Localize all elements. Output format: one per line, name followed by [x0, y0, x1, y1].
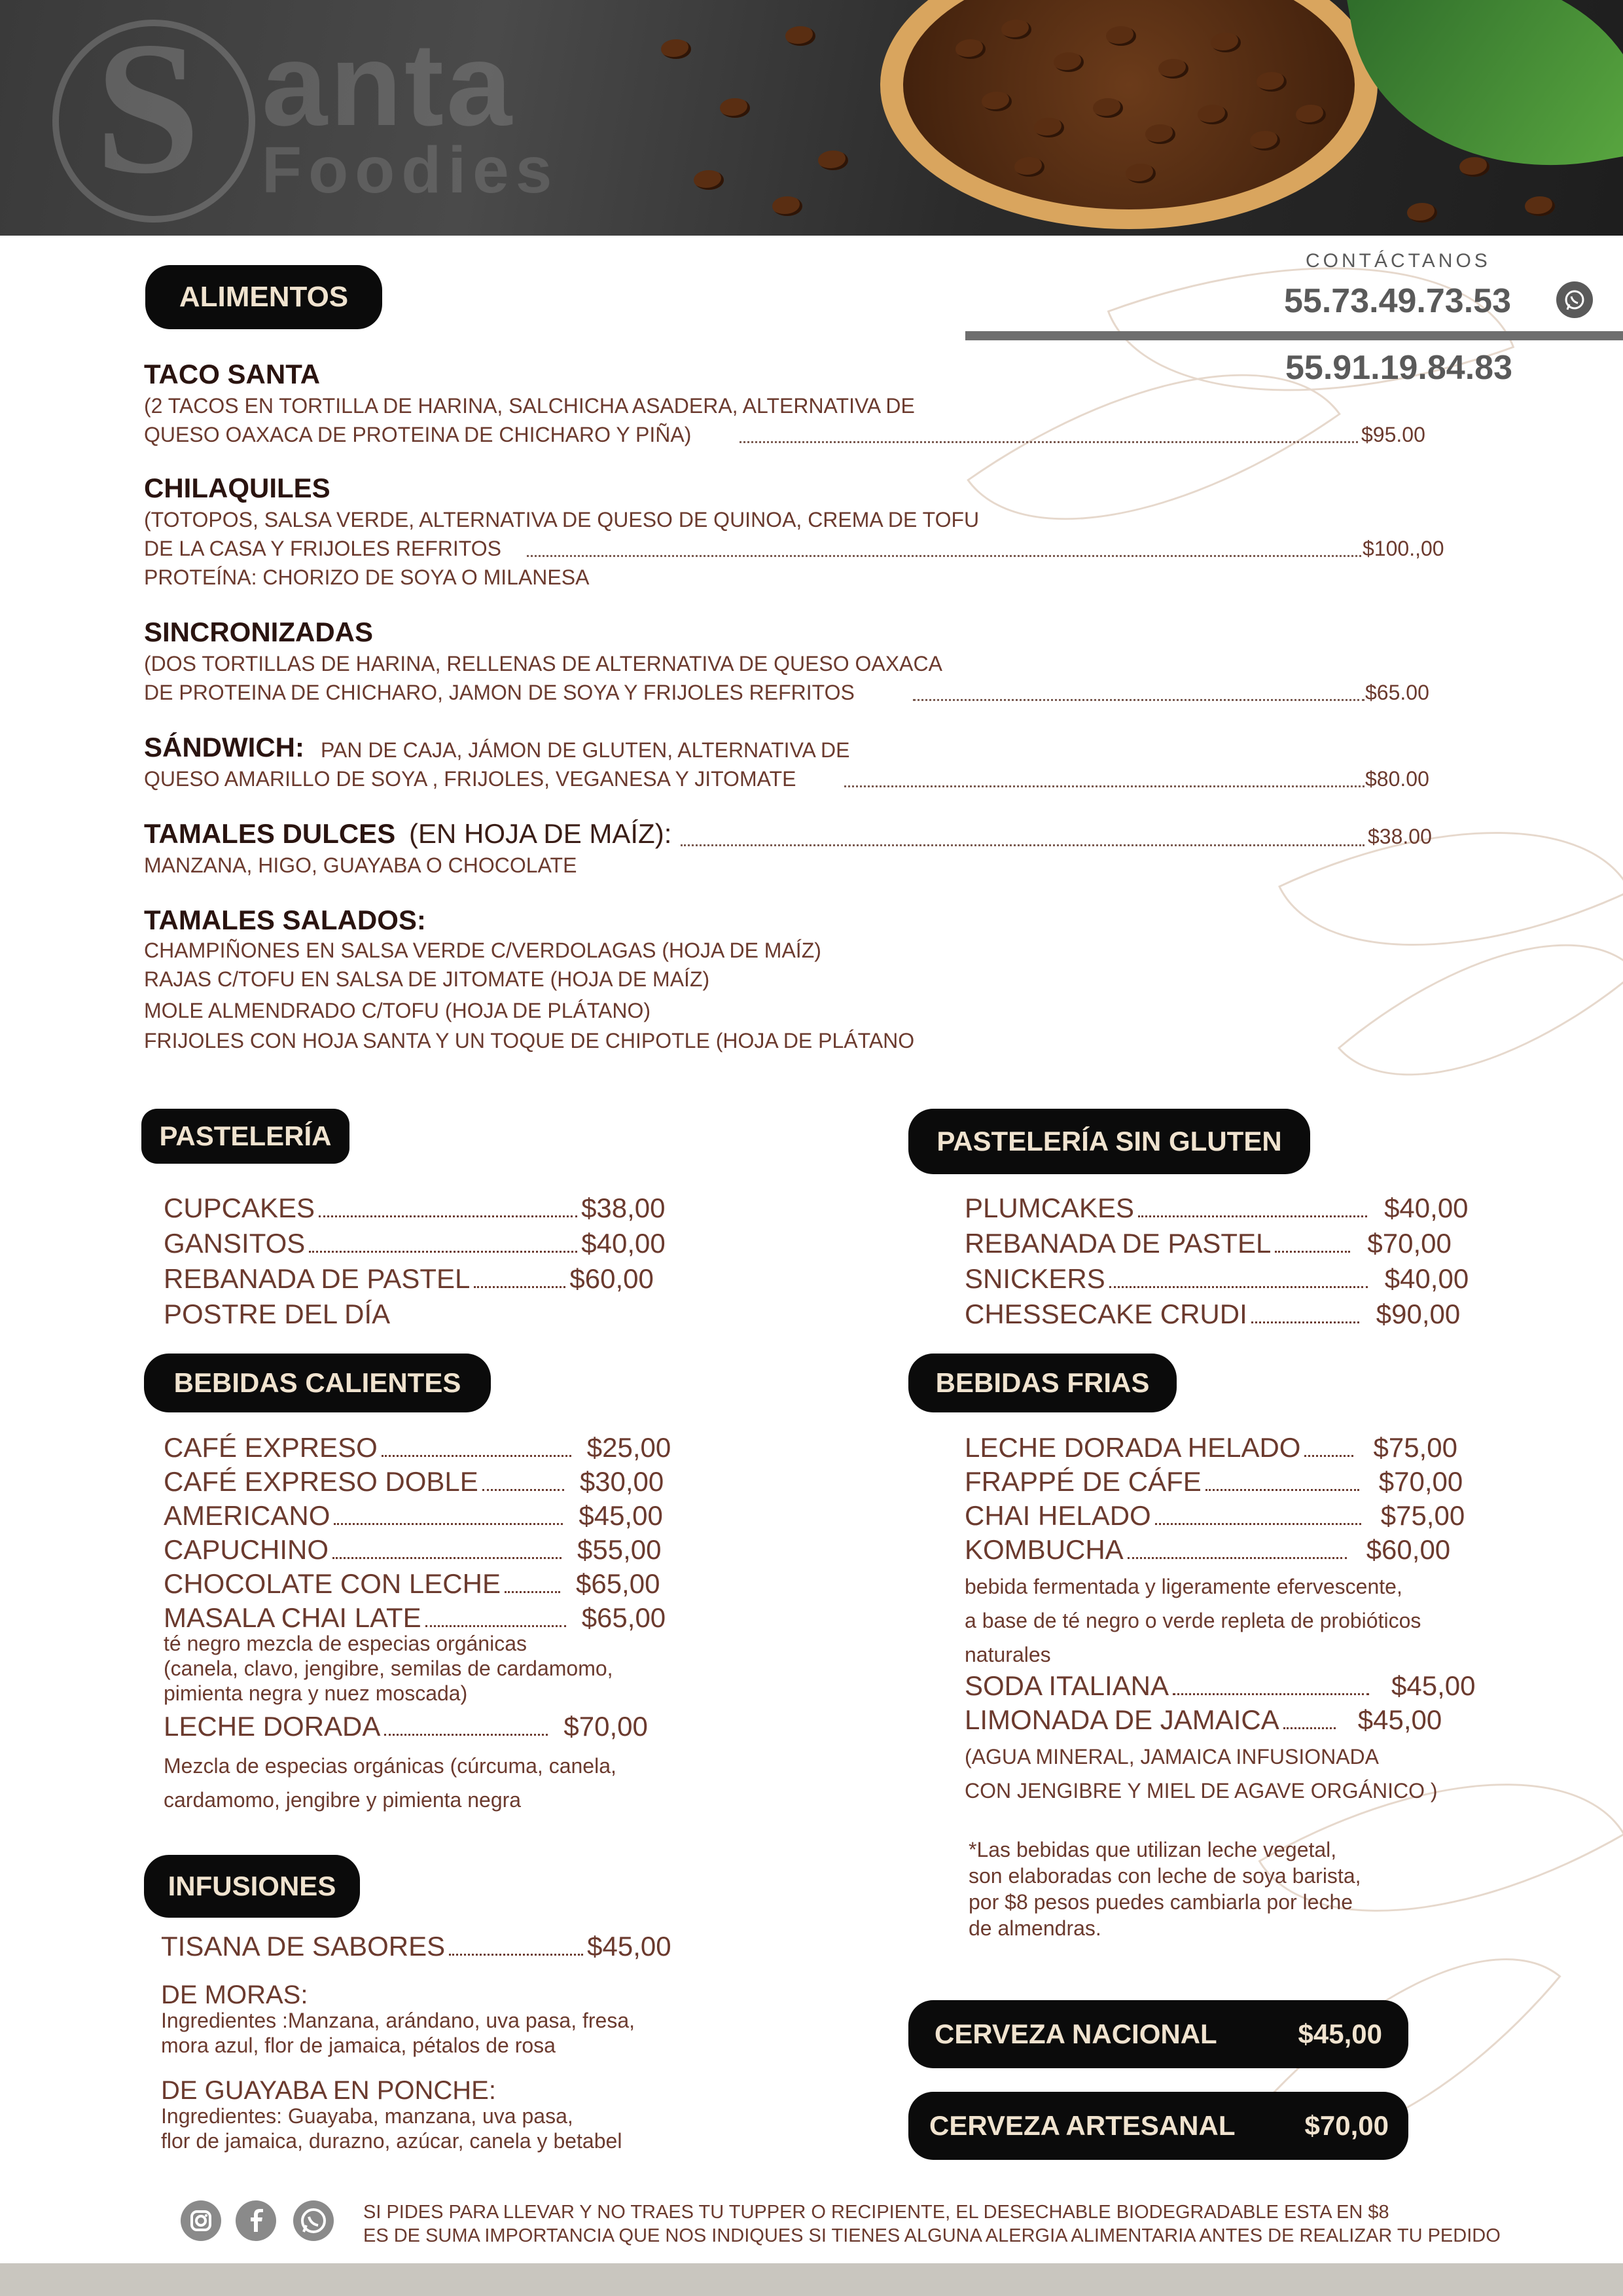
infusion-ingredients: Ingredientes: Guayaba, manzana, uva pasa, — [161, 2104, 573, 2128]
item-desc: (canela, clavo, jengibre, semilas de cardamomo, — [164, 1657, 613, 1680]
footer-note: SI PIDES PARA LLEVAR Y NO TRAES TU TUPPER O RECIPIENTE, EL DESECHABLE BIODEGRADABLE ESTA EN $8 — [363, 2202, 1389, 2223]
item-desc: (2 TACOS EN TORTILLA DE HARINA, SALCHICHA ASADERA, ALTERNATIVA DE — [144, 394, 915, 418]
menu-item: GANSITOS $40,00 — [164, 1228, 666, 1259]
menu-item: LECHE DORADA HELADO $75,00 — [965, 1432, 1457, 1463]
item-price: $100.,00 — [1363, 537, 1444, 560]
item-price: $95.00 — [1361, 423, 1425, 446]
section-title-alimentos: ALIMENTOS — [145, 265, 382, 329]
item-desc: QUESO AMARILLO DE SOYA , FRIJOLES, VEGANESA Y JITOMATE — [144, 767, 796, 791]
logo-letter: S — [95, 3, 201, 213]
menu-item: REBANADA DE PASTEL $70,00 — [965, 1228, 1452, 1259]
header-banner — [0, 0, 1623, 236]
note-text: de almendras. — [969, 1916, 1101, 1940]
item-name: TACO SANTA — [144, 359, 321, 389]
item-desc: PAN DE CAJA, JÁMON DE GLUTEN, ALTERNATIVA DE — [321, 738, 850, 762]
item-name: SINCRONIZADAS — [144, 617, 374, 647]
section-title-bebidas-frias: BEBIDAS FRIAS — [908, 1354, 1177, 1412]
dot-leader — [740, 441, 1358, 443]
item-desc: MOLE ALMENDRADO C/TOFU (HOJA DE PLÁTANO) — [144, 999, 651, 1022]
item-desc: (AGUA MINERAL, JAMAICA INFUSIONADA — [965, 1745, 1379, 1768]
facebook-icon[interactable] — [236, 2200, 276, 2241]
item-desc: MANZANA, HIGO, GUAYABA O CHOCOLATE — [144, 853, 577, 877]
item-name: SÁNDWICH: — [144, 732, 304, 762]
infusion-ingredients: Ingredientes :Manzana, arándano, uva pasa, fresa, — [161, 2009, 635, 2032]
beer-item: CERVEZA ARTESANAL $70,00 — [908, 2092, 1408, 2160]
whatsapp-icon[interactable] — [293, 2200, 334, 2241]
item-price: $38.00 — [1368, 825, 1432, 848]
item-price: $65.00 — [1365, 681, 1429, 704]
phone-number-1[interactable]: 55.73.49.73.53 — [1284, 282, 1511, 320]
item-desc: CHAMPIÑONES EN SALSA VERDE C/VERDOLAGAS (HOJA DE MAÍZ) — [144, 939, 821, 962]
section-title-bebidas-calientes: BEBIDAS CALIENTES — [144, 1354, 491, 1412]
menu-item: CAFÉ EXPRESO DOBLE $30,00 — [164, 1466, 664, 1497]
section-title-pasteleria-sin-gluten: PASTELERÍA SIN GLUTEN — [908, 1109, 1310, 1174]
menu-item: CAPUCHINO $55,00 — [164, 1534, 662, 1565]
item-name: TAMALES DULCES — [144, 818, 396, 849]
footer-note: ES DE SUMA IMPORTANCIA QUE NOS INDIQUES SI TIENES ALGUNA ALERGIA ALIMENTARIA ANTES DE REALIZAR TU PEDIDO — [363, 2225, 1501, 2246]
item-desc: DE PROTEINA DE CHICHARO, JAMON DE SOYA Y FRIJOLES REFRITOS — [144, 681, 855, 704]
contact-label: CONTÁCTANOS — [1306, 250, 1491, 272]
item-desc: (DOS TORTILLAS DE HARINA, RELLENAS DE ALTERNATIVA DE QUESO OAXACA — [144, 652, 942, 675]
item-desc: bebida fermentada y ligeramente efervescente, — [965, 1575, 1402, 1598]
phone-number-2[interactable]: 55.91.19.84.83 — [1285, 349, 1512, 387]
menu-item: TISANA DE SABORES $45,00 — [161, 1931, 671, 1962]
menu-item: SODA ITALIANA $45,00 — [965, 1670, 1476, 1701]
item-desc: Mezcla de especias orgánicas (cúrcuma, canela, — [164, 1754, 616, 1778]
infusion-ingredients: mora azul, flor de jamaica, pétalos de rosa — [161, 2034, 556, 2057]
dot-leader — [844, 785, 1364, 787]
menu-item: AMERICANO $45,00 — [164, 1500, 663, 1531]
item-price: $80.00 — [1365, 767, 1429, 791]
menu-item: KOMBUCHA $60,00 — [965, 1534, 1451, 1565]
note-text: por $8 pesos puedes cambiarla por leche — [969, 1890, 1353, 1914]
logo-text: anta — [262, 19, 515, 151]
menu-item: LECHE DORADA $70,00 — [164, 1711, 648, 1742]
item-desc: té negro mezcla de especias orgánicas — [164, 1632, 527, 1655]
logo-subtext: Foodies — [262, 134, 559, 207]
menu-item: CHAI HELADO $75,00 — [965, 1500, 1465, 1531]
beer-item: CERVEZA NACIONAL $45,00 — [908, 2000, 1408, 2068]
menu-item: CUPCAKES $38,00 — [164, 1193, 666, 1223]
whatsapp-icon[interactable] — [1556, 281, 1593, 318]
menu-item: FRAPPÉ DE CÁFE $70,00 — [965, 1466, 1463, 1497]
item-name: CHILAQUILES — [144, 473, 330, 503]
menu-item: SNICKERS $40,00 — [965, 1263, 1469, 1294]
item-desc: naturales — [965, 1643, 1051, 1666]
menu-item: CHESSECAKE CRUDI $90,00 — [965, 1299, 1461, 1329]
item-desc: (TOTOPOS, SALSA VERDE, ALTERNATIVA DE QUESO DE QUINOA, CREMA DE TOFU — [144, 508, 980, 531]
infusion-name: DE MORAS: — [161, 1981, 308, 2009]
dot-leader — [527, 555, 1361, 557]
item-desc: RAJAS C/TOFU EN SALSA DE JITOMATE (HOJA DE MAÍZ) — [144, 967, 710, 991]
note-text: son elaboradas con leche de soya barista, — [969, 1864, 1361, 1888]
menu-item: REBANADA DE PASTEL $60,00 — [164, 1263, 654, 1294]
item-desc: DE LA CASA Y FRIJOLES REFRITOS — [144, 537, 501, 560]
dot-leader — [913, 699, 1364, 701]
item-desc: (EN HOJA DE MAÍZ): — [409, 818, 672, 849]
infusion-ingredients: flor de jamaica, durazno, azúcar, canela y betabel — [161, 2129, 622, 2153]
item-desc: a base de té negro o verde repleta de probióticos — [965, 1609, 1421, 1632]
item-name: TAMALES SALADOS: — [144, 905, 426, 935]
menu-item: POSTRE DEL DÍA — [164, 1299, 391, 1329]
section-title-pasteleria: PASTELERÍA — [141, 1109, 349, 1164]
menu-item: MASALA CHAI LATE $65,00 — [164, 1602, 666, 1633]
infusion-name: DE GUAYABA EN PONCHE: — [161, 2076, 496, 2105]
section-title-infusiones: INFUSIONES — [144, 1855, 360, 1918]
footer-bar — [0, 2263, 1623, 2296]
menu-item: LIMONADA DE JAMAICA $45,00 — [965, 1704, 1442, 1735]
menu-item: PLUMCAKES $40,00 — [965, 1193, 1469, 1223]
note-text: *Las bebidas que utilizan leche vegetal, — [969, 1838, 1337, 1861]
menu-item: CAFÉ EXPRESO $25,00 — [164, 1432, 671, 1463]
instagram-icon[interactable] — [181, 2200, 221, 2241]
menu-item: CHOCOLATE CON LECHE $65,00 — [164, 1568, 660, 1599]
item-desc: QUESO OAXACA DE PROTEINA DE CHICHARO Y PIÑA) — [144, 423, 692, 446]
divider-bar — [965, 331, 1623, 340]
item-desc: FRIJOLES CON HOJA SANTA Y UN TOQUE DE CHIPOTLE (HOJA DE PLÁTANO — [144, 1029, 915, 1052]
item-desc: CON JENGIBRE Y MIEL DE AGAVE ORGÁNICO ) — [965, 1779, 1438, 1803]
item-desc: cardamomo, jengibre y pimienta negra — [164, 1788, 522, 1812]
item-desc: pimienta negra y nuez moscada) — [164, 1681, 468, 1705]
dot-leader — [681, 844, 1364, 846]
item-desc: PROTEÍNA: CHORIZO DE SOYA O MILANESA — [144, 565, 590, 589]
